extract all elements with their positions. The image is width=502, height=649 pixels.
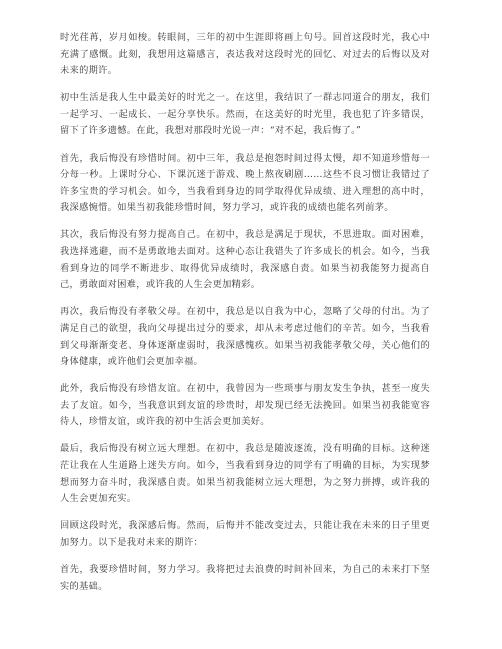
- paragraph-regret-parents: 再次，我后悔没有孝敬父母。在初中，我总是以自我为中心，忽略了父母的付出。为了满足自己的欲望，我向父母提出过分的要求，却从未考虑过他们的辛苦。如今，当我看到父母渐渐变老、身体逐渐虚弱时，我深感愧疚。如果当初我能孝敬父母，关心他们的身体健康，或许他们会更加幸福。: [60, 306, 430, 368]
- paragraph-future-first: 首先，我要珍惜时间，努力学习。我将把过去浪费的时间补回来，为自己的未来打下坚实的基础。: [60, 564, 430, 592]
- paragraph-regret-ideals: 最后，我后悔没有树立远大理想。在初中，我总是随波逐流，没有明确的目标。这种迷茫让我在人生道路上迷失方向。如今，当我看到身边的同学有了明确的目标，为实现梦想而努力奋斗时，我深感自责。如果当初我能树立远大理想，为之努力拼搏，或许我的人生会更加充实。: [60, 443, 430, 505]
- paragraph-regret-time: 首先，我后悔没有珍惜时间。初中三年，我总是抱怨时间过得太慢，却不知道珍惜每一分每一秒。上课时分心、下课沉迷于游戏、晚上熬夜刷剧……这些不良习惯让我错过了许多宝贵的学习机会。如今，当我看到身边的同学取得优异成绩、进入理想的高中时，我深感惋惜。如果当初我能珍惜时间，努力学习，或许我的成绩也能名列前茅。: [60, 152, 430, 214]
- paragraph-intro: 时光荏苒，岁月如梭。转眼间，三年的初中生涯即将画上句号。回首这段时光，我心中充满了感慨。此刻，我想用这篇感言，表达我对这段时光的回忆、对过去的后悔以及对未来的期许。: [60, 32, 430, 77]
- paragraph-review: 回顾这段时光，我深感后悔。然而，后悔并不能改变过去，只能让我在未来的日子里更加努力。以下是我对未来的期许：: [60, 520, 430, 548]
- paragraph-regret-self-improvement: 其次，我后悔没有努力提高自己。在初中，我总是满足于现状，不思进取。面对困难，我选择逃避，而不是勇敢地去面对。这种心态让我错失了许多成长的机会。如今，当我看到身边的同学不断进步、取得优异成绩时，我深感自责。如果当初我能努力提高自己，勇敢面对困难，或许我的人生会更加精彩。: [60, 229, 430, 291]
- paragraph-junior-high-life: 初中生活是我人生中最美好的时光之一。在这里，我结识了一群志同道合的朋友，我们一起学习、一起成长、一起分享快乐。然而，在这美好的时光里，我也犯了许多错误，留下了许多遗憾。在此，我想对那段时光说一声：“对不起，我后悔了。”: [60, 92, 430, 137]
- paragraph-regret-friendship: 此外，我后悔没有珍惜友谊。在初中，我曾因为一些琐事与朋友发生争执，甚至一度失去了友谊。如今，当我意识到友谊的珍贵时，却发现已经无法挽回。如果当初我能宽容待人，珍惜友谊，或许我的初中生活会更加美好。: [60, 383, 430, 428]
